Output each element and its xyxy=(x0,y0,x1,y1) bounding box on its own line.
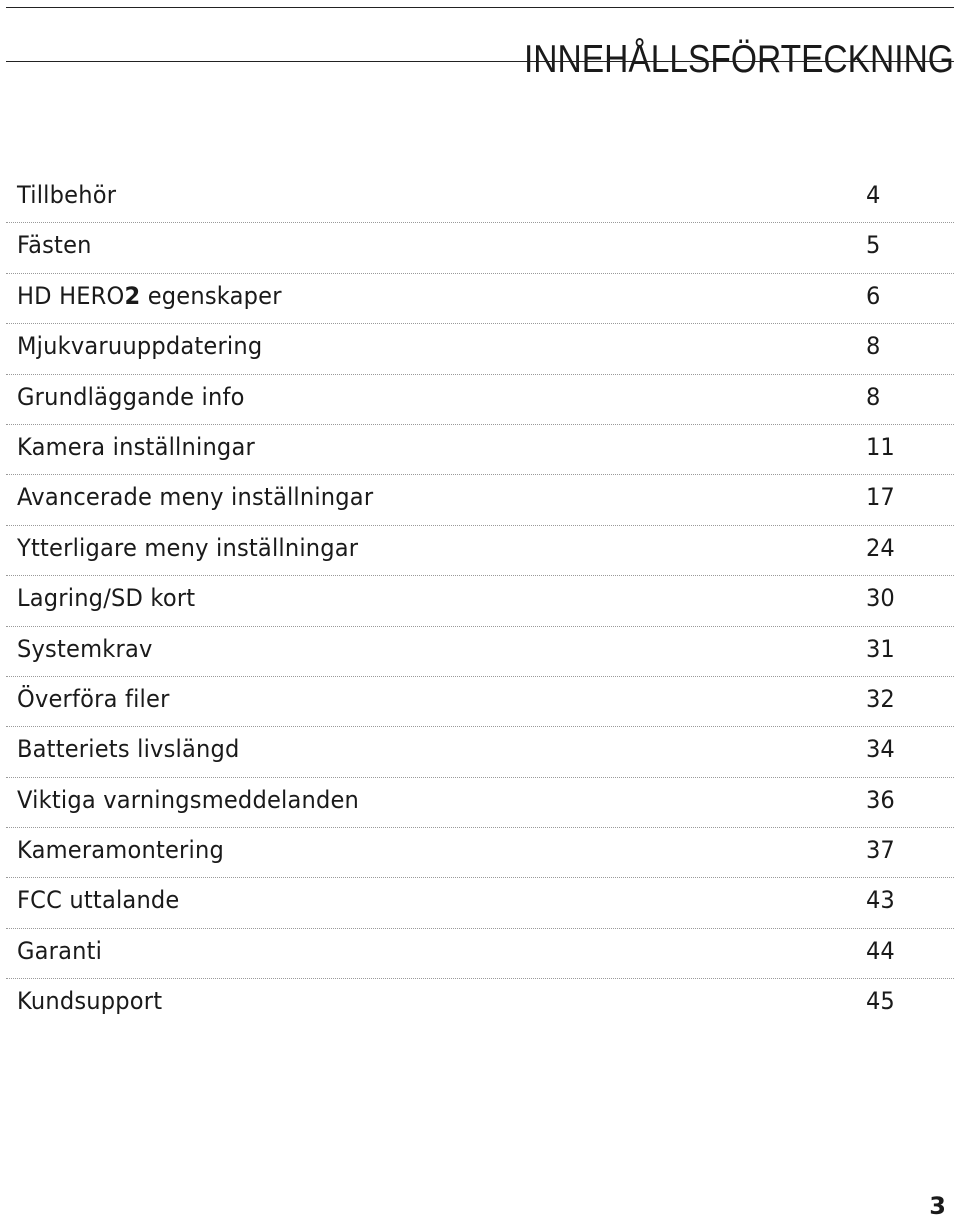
toc-entry-tillbehor[interactable] xyxy=(0,173,960,223)
toc-entry-ytterligare-meny-installningar[interactable] xyxy=(0,526,960,576)
toc-entry-systemkrav[interactable] xyxy=(0,627,960,677)
toc-entry-title-suffix: egenskaper xyxy=(140,281,282,310)
table-of-contents xyxy=(0,173,960,1030)
toc-entry-page: 4 xyxy=(866,181,881,209)
toc-entry-page: 43 xyxy=(866,886,895,915)
page-number: 3 xyxy=(929,1192,946,1220)
toc-entry-batteriets-livslangd[interactable] xyxy=(0,727,960,777)
toc-entry-page: 8 xyxy=(866,332,881,361)
toc-entry-viktiga-varningsmeddelanden[interactable] xyxy=(0,778,960,828)
toc-entry-page: 32 xyxy=(866,684,895,713)
toc-entry-page: 45 xyxy=(866,987,895,1016)
toc-entry-title: FCC uttalande xyxy=(17,886,180,915)
toc-entry-page: 34 xyxy=(866,735,895,764)
toc-entry-page: 8 xyxy=(866,382,881,411)
toc-entry-title: Viktiga varningsmeddelanden xyxy=(17,785,360,814)
toc-entry-title: Grundläggande info xyxy=(17,382,245,411)
toc-entry-grundlaggande-info[interactable] xyxy=(0,375,960,425)
toc-entry-garanti[interactable] xyxy=(0,929,960,979)
toc-entry-title: Tillbehör xyxy=(17,181,117,209)
toc-entry-page: 31 xyxy=(866,634,895,663)
toc-entry-title: Garanti xyxy=(17,936,103,965)
header-bottom-rule xyxy=(6,61,954,62)
toc-entry-title: Lagring/SD kort xyxy=(17,584,196,613)
toc-entry-title-prefix: HD HERO xyxy=(17,281,125,310)
toc-entry-avancerade-meny-installningar[interactable] xyxy=(0,475,960,525)
toc-entry-fcc-uttalande[interactable] xyxy=(0,878,960,928)
toc-entry-hd-hero2-egenskaper[interactable] xyxy=(0,274,960,324)
toc-entry-title: Ytterligare meny inställningar xyxy=(17,533,359,562)
toc-entry-title-bold: 2 xyxy=(124,281,141,310)
page-title: INNEHÅLLSFÖRTECKNING xyxy=(524,38,954,82)
toc-entry-title: Kamera inställningar xyxy=(17,432,255,461)
toc-entry-overfora-filer[interactable] xyxy=(0,677,960,727)
toc-entry-page: 30 xyxy=(866,584,895,613)
header-top-rule xyxy=(6,7,954,8)
toc-entry-title: Överföra filer xyxy=(17,684,170,713)
toc-entry-page: 17 xyxy=(866,483,895,512)
toc-entry-kamera-installningar[interactable] xyxy=(0,425,960,475)
toc-entry-title: Avancerade meny inställningar xyxy=(17,483,374,512)
toc-entry-page: 11 xyxy=(866,432,895,461)
toc-entry-title: Mjukvaruuppdatering xyxy=(17,332,263,361)
toc-entry-mjukvaruuppdatering[interactable] xyxy=(0,324,960,374)
toc-entry-kundsupport[interactable] xyxy=(0,979,960,1029)
toc-entry-title: Kundsupport xyxy=(17,987,163,1016)
toc-entry-page: 5 xyxy=(866,231,881,260)
toc-entry-fasten[interactable] xyxy=(0,223,960,273)
toc-entry-page: 24 xyxy=(866,533,895,562)
toc-entry-title: Systemkrav xyxy=(17,634,153,663)
toc-entry-kameramontering[interactable] xyxy=(0,828,960,878)
toc-entry-page: 6 xyxy=(866,281,881,310)
toc-entry-page: 44 xyxy=(866,936,895,965)
toc-entry-page: 36 xyxy=(866,785,895,814)
toc-entry-lagring-sd-kort[interactable] xyxy=(0,576,960,626)
toc-entry-title xyxy=(17,282,282,310)
toc-entry-title: Kameramontering xyxy=(17,836,224,865)
toc-entry-title: Batteriets livslängd xyxy=(17,735,240,764)
toc-entry-title: Fästen xyxy=(17,231,92,260)
toc-entry-page: 37 xyxy=(866,836,895,865)
